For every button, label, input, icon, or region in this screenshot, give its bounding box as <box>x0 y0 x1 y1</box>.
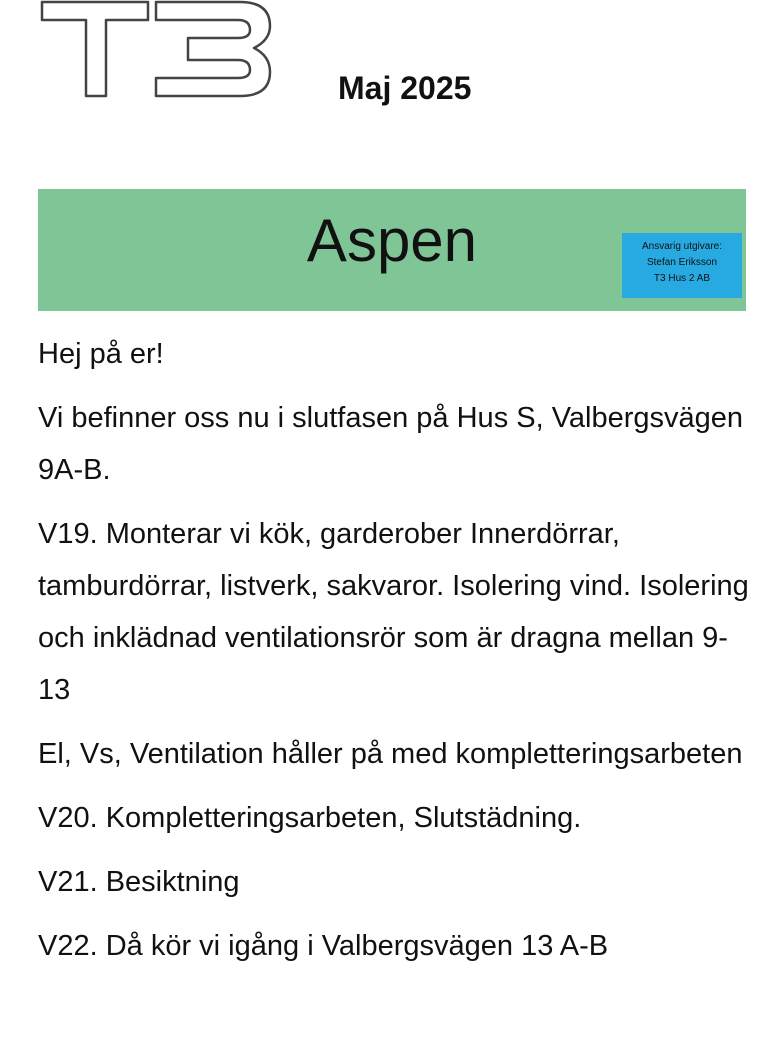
paragraph-week-19: V19. Monterar vi kök, garderober Innerdörrar, tamburdörrar, listverk, sakvaror. Isolering vind. Isolering och inklädnad ventilationsrör som är dragna mellan 9-13 <box>38 518 749 706</box>
title-banner <box>38 189 746 311</box>
publisher-name: Stefan Eriksson <box>646 257 718 268</box>
publisher-box <box>622 233 742 298</box>
publisher-company: T3 Hus 2 AB <box>653 273 711 284</box>
banner-title: Aspen <box>306 207 478 274</box>
paragraph-installations: El, Vs, Ventilation håller på med kompletteringsarbeten <box>38 738 743 770</box>
paragraph-week-21: V21. Besiktning <box>38 866 240 898</box>
paragraph-week-20: V20. Kompletteringsarbeten, Slutstädning. <box>38 802 582 834</box>
paragraph-status: Vi befinner oss nu i slutfasen på Hus S, Valbergsvägen 9A-B. <box>38 402 744 486</box>
publisher-label: Ansvarig utgivare: <box>641 241 723 252</box>
t3-logo <box>40 0 272 100</box>
issue-date: Maj 2025 <box>338 70 472 106</box>
t3-logo-graphic <box>40 0 272 100</box>
newsletter-body <box>38 328 758 984</box>
paragraph-greeting: Hej på er! <box>38 338 164 370</box>
paragraph-week-22: V22. Då kör vi igång i Valbergsvägen 13 A-B <box>38 930 609 962</box>
